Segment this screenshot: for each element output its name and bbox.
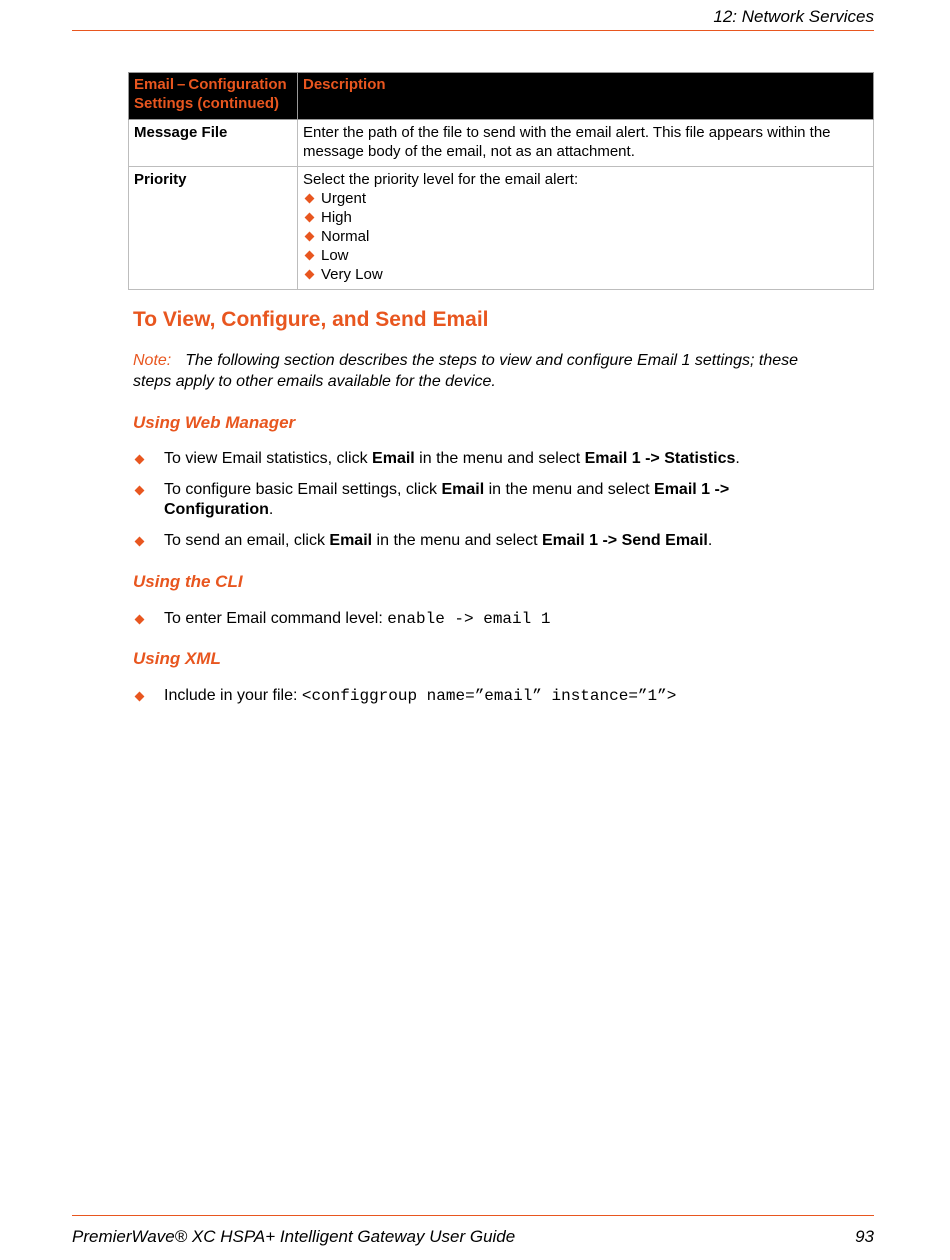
diamond-bullet-icon xyxy=(305,194,315,204)
xml-text: Include in your file: xyxy=(164,687,302,704)
main-content xyxy=(133,306,833,717)
note-label: Note: xyxy=(133,352,172,369)
diamond-bullet-icon xyxy=(135,486,145,496)
page-footer xyxy=(72,1215,874,1247)
list-item xyxy=(303,265,868,284)
priority-intro: Select the priority level for the email alert: xyxy=(303,171,579,188)
priority-option: High xyxy=(321,209,352,226)
web-manager-title: Using Web Manager xyxy=(133,413,296,432)
web-manager-steps xyxy=(133,449,833,551)
cli-title: Using the CLI xyxy=(133,572,243,591)
note-text: The following section describes the steps to view and configure Email 1 settings; these steps apply to other emails available for the device. xyxy=(133,352,799,390)
column-header-setting: Email – Configuration Settings (continued) xyxy=(129,73,298,120)
cli-command: enable -> email 1 xyxy=(387,610,551,628)
list-item xyxy=(133,609,833,629)
priority-option: Very Low xyxy=(321,266,383,283)
diamond-bullet-icon xyxy=(305,232,315,242)
xml-title: Using XML xyxy=(133,649,221,668)
list-item xyxy=(133,686,833,706)
list-item xyxy=(303,208,868,227)
xml-code: <configgroup name=”email” instance=”1”> xyxy=(301,687,677,705)
priority-options-list xyxy=(303,189,868,284)
diamond-bullet-icon xyxy=(305,213,315,223)
note xyxy=(133,350,833,392)
chapter-title: 12: Network Services xyxy=(713,7,874,26)
list-item: To send an email, click Email in the menu and select Email 1 -> Send Email. xyxy=(133,531,833,551)
list-item xyxy=(303,246,868,265)
setting-description: Enter the path of the file to send with the email alert. This file appears within the message body of the email, not as an attachment. xyxy=(298,120,874,167)
diamond-bullet-icon xyxy=(135,455,145,465)
list-item xyxy=(303,227,868,246)
priority-option: Low xyxy=(321,247,349,264)
xml-steps xyxy=(133,686,833,706)
table-row xyxy=(129,120,874,167)
diamond-bullet-icon xyxy=(305,270,315,280)
table-row xyxy=(129,167,874,290)
setting-name: Message File xyxy=(129,120,298,167)
table-header-row xyxy=(129,73,874,120)
page-header xyxy=(72,6,874,31)
list-item xyxy=(303,189,868,208)
column-header-description: Description xyxy=(298,73,874,120)
diamond-bullet-icon xyxy=(135,692,145,702)
cli-text: To enter Email command level: xyxy=(164,610,388,627)
diamond-bullet-icon xyxy=(135,537,145,547)
email-settings-table xyxy=(128,72,874,290)
section-title: To View, Configure, and Send Email xyxy=(133,308,489,331)
diamond-bullet-icon xyxy=(135,615,145,625)
setting-description xyxy=(298,167,874,290)
priority-option: Normal xyxy=(321,228,370,245)
diamond-bullet-icon xyxy=(305,251,315,261)
guide-title: PremierWave® XC HSPA+ Intelligent Gateway User Guide xyxy=(72,1227,516,1246)
cli-steps xyxy=(133,609,833,629)
list-item: To configure basic Email settings, click Email in the menu and select Email 1 -> Configuration. xyxy=(133,480,833,520)
priority-option: Urgent xyxy=(321,190,367,207)
page-number: 93 xyxy=(855,1227,874,1246)
setting-name: Priority xyxy=(129,167,298,290)
list-item: To view Email statistics, click Email in the menu and select Email 1 -> Statistics. xyxy=(133,449,833,469)
